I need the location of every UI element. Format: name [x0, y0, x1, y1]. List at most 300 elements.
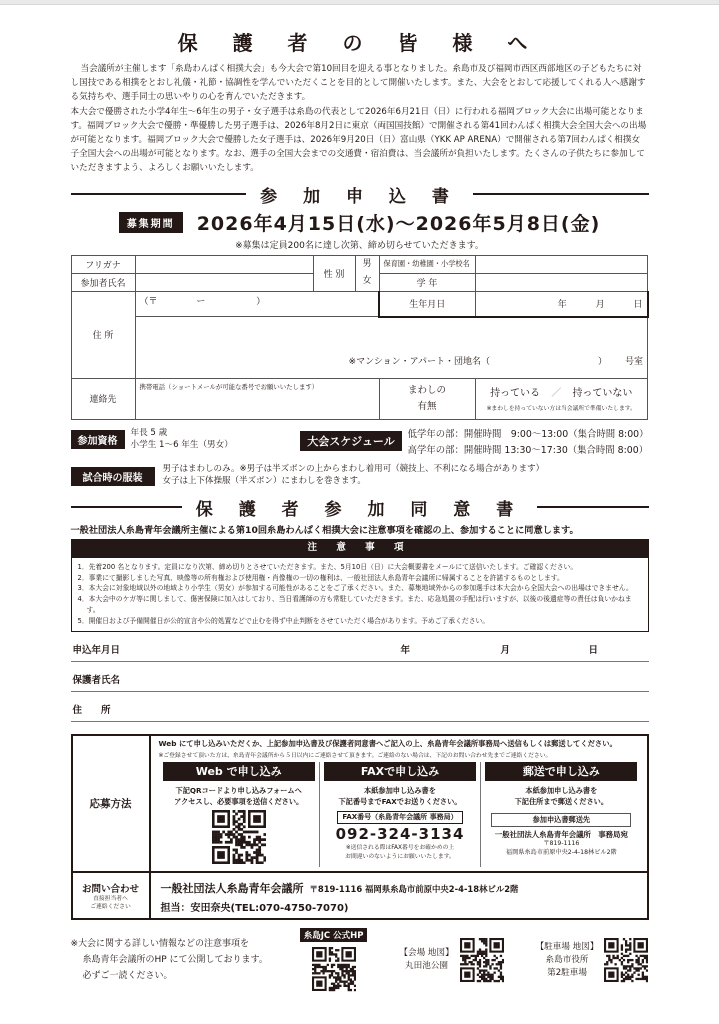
- qr-module: [634, 972, 636, 974]
- schedule-text: [408, 427, 649, 459]
- qr-module: [476, 980, 478, 982]
- qr-module: [263, 843, 266, 846]
- schedule-label: 大会スケジュール: [300, 431, 401, 451]
- qr-module: [487, 972, 489, 974]
- qr-module: [487, 974, 489, 976]
- qr-module: [625, 976, 627, 978]
- qr-module: [237, 841, 240, 844]
- qr-module: [621, 961, 623, 963]
- qr-module: [354, 978, 356, 980]
- qr-module: [611, 959, 613, 961]
- qr-module: [222, 831, 225, 834]
- qr-module: [212, 836, 215, 839]
- qr-module: [642, 955, 644, 957]
- qr-module: [476, 961, 478, 963]
- qr-module: [638, 967, 640, 969]
- mawashi-not-have-option[interactable]: 持っていない: [572, 387, 633, 399]
- qr-module: [235, 813, 238, 816]
- qr-module: [253, 856, 256, 859]
- qr-module: [349, 978, 351, 980]
- qr-module: [468, 957, 470, 959]
- qr-module: [464, 963, 466, 965]
- qr-module: [502, 980, 504, 982]
- grade-field[interactable]: [475, 273, 648, 291]
- qr-module: [351, 968, 353, 970]
- qr-module: [328, 976, 330, 978]
- qr-module: [237, 843, 240, 846]
- qr-module: [232, 815, 235, 818]
- qr-module: [642, 972, 644, 974]
- qr-module: [607, 963, 609, 965]
- fax-number-label: FAX番号（糸島青年会議所 事務局）: [337, 811, 462, 824]
- fax-method-line-1: 本紙参加申し込み書を: [364, 786, 436, 796]
- qr-module: [253, 831, 256, 834]
- schedule-upper-grades: 高学年の部：開催時間 13:30～17:30（集合時間 8:00）: [407, 444, 649, 456]
- qr-module: [339, 976, 341, 978]
- qr-module: [240, 843, 243, 846]
- mawashi-label-line-1: まわしの: [407, 384, 446, 396]
- parking-name-line-1: 糸島市役所: [545, 954, 589, 965]
- qr-module: [636, 959, 638, 961]
- address-field[interactable]: [135, 291, 379, 317]
- gender-options[interactable]: [355, 255, 379, 291]
- qr-module: [483, 938, 485, 940]
- qr-module: [347, 985, 349, 987]
- parking-map-qr-code[interactable]: [604, 936, 648, 984]
- qr-module: [232, 833, 235, 836]
- qr-module: [347, 976, 349, 978]
- qr-module: [237, 823, 240, 826]
- qr-module: [483, 957, 485, 959]
- qr-module: [613, 955, 615, 957]
- qr-module: [623, 980, 625, 982]
- qr-module: [237, 856, 240, 859]
- qr-module: [250, 831, 253, 834]
- qr-module: [337, 949, 339, 951]
- notice-item: 5．開催日および予備開催日が公的宣言や公的処置などで止むを得ず中止判断をさせていただく場合があります。予めご了承ください。: [77, 617, 490, 626]
- qr-module: [630, 969, 632, 971]
- guardian-name-label: 保護者氏名: [72, 675, 121, 687]
- qr-module: [217, 841, 220, 844]
- birthdate-field[interactable]: [475, 291, 648, 317]
- qr-module: [237, 828, 240, 831]
- qr-module: [495, 967, 497, 969]
- qr-module: [258, 841, 261, 844]
- qr-module: [324, 970, 326, 972]
- qr-module: [232, 818, 235, 821]
- qr-module: [330, 983, 332, 985]
- qr-module: [337, 972, 339, 974]
- qr-module: [479, 951, 481, 953]
- qr-module: [628, 949, 630, 951]
- qr-module: [470, 961, 472, 963]
- qr-module: [479, 938, 481, 940]
- qr-module: [499, 976, 501, 978]
- qr-module: [318, 966, 320, 968]
- qr-module: [240, 859, 243, 862]
- qr-module: [607, 955, 609, 957]
- qr-module: [330, 947, 332, 949]
- qr-module: [646, 957, 648, 959]
- qr-module: [472, 963, 474, 965]
- gender-male-option[interactable]: 男: [362, 259, 372, 270]
- qr-module: [337, 985, 339, 987]
- qr-module: [464, 959, 466, 961]
- postal-open: （〒: [139, 296, 158, 307]
- notice-item: 2．事業にて撮影しました写真、映像等の所有権および使用権・肖像権の一切の権利は、一般社団法人糸島青年会議所に帰属することを許諾するものとします。: [77, 573, 564, 582]
- qr-module: [636, 961, 638, 963]
- qr-module: [476, 967, 478, 969]
- qr-module: [632, 959, 634, 961]
- qr-module: [628, 959, 630, 961]
- furigana-field[interactable]: [135, 255, 313, 273]
- qr-module: [483, 965, 485, 967]
- qr-module: [495, 980, 497, 982]
- qr-module: [345, 972, 347, 974]
- divider: [71, 193, 247, 195]
- qr-module: [485, 980, 487, 982]
- qr-module: [497, 969, 499, 971]
- qr-module: [623, 967, 625, 969]
- qr-module: [232, 823, 235, 826]
- qr-module: [333, 983, 335, 985]
- qr-module: [483, 961, 485, 963]
- qr-module: [318, 964, 320, 966]
- qr-module: [235, 843, 238, 846]
- qr-module: [474, 955, 476, 957]
- mail-destination-label: 参加申込書郵送先: [491, 813, 631, 827]
- qr-module: [255, 851, 258, 854]
- qr-module: [343, 974, 345, 976]
- qr-module: [328, 958, 330, 960]
- qr-module: [337, 974, 339, 976]
- guardian-name-row[interactable]: [71, 662, 649, 692]
- qr-module: [237, 810, 240, 813]
- qr-module: [341, 972, 343, 974]
- notice-item: 3．本大会に対象地域以外の地域より小学生（男女）が参加する可能性があることをご了承ください。また、募集地域外からの参加選手は本大会から全国大会への出場はできません。: [77, 584, 633, 593]
- qr-module: [232, 810, 235, 813]
- qr-module: [485, 951, 487, 953]
- qr-module: [335, 972, 337, 974]
- qr-module: [312, 964, 314, 966]
- qr-module: [326, 964, 328, 966]
- qr-module: [316, 964, 318, 966]
- attire-line-1: 男子はまわしのみ。※男子は半ズボンの上からまわし着用可（競技上、不利になる場合があります）: [162, 463, 545, 474]
- qr-module: [623, 959, 625, 961]
- qr-module: [609, 959, 611, 961]
- qr-module: [240, 815, 243, 818]
- qr-module: [354, 972, 356, 974]
- qr-module: [217, 831, 220, 834]
- birth-year-unit: 年: [557, 300, 567, 311]
- qr-module: [263, 833, 266, 836]
- qr-module: [623, 965, 625, 967]
- notice-list: [71, 557, 649, 632]
- qr-module: [328, 949, 330, 951]
- official-hp: [300, 928, 368, 993]
- qr-module: [625, 951, 627, 953]
- qr-module: [497, 976, 499, 978]
- qr-module: [491, 978, 493, 980]
- qr-module: [485, 959, 487, 961]
- qr-module: [636, 955, 638, 957]
- qr-module: [243, 815, 246, 818]
- inquiry-contact-person[interactable]: 担当：安田奈央(TEL:070-4750-7070): [160, 903, 349, 915]
- qr-module: [237, 838, 240, 841]
- official-hp-qr-code[interactable]: [312, 945, 356, 993]
- qr-module: [255, 856, 258, 859]
- qr-module: [227, 831, 230, 834]
- recruitment-period: [71, 209, 649, 236]
- qr-module: [642, 978, 644, 980]
- qr-module: [351, 970, 353, 972]
- qr-module: [328, 947, 330, 949]
- qr-module: [248, 836, 251, 839]
- address-label: 住 所: [71, 291, 135, 378]
- participant-name-label: 参加者氏名: [71, 273, 135, 291]
- qr-module: [217, 836, 220, 839]
- application-date-row[interactable]: [71, 632, 649, 662]
- qr-module: [250, 843, 253, 846]
- qr-module: [630, 965, 632, 967]
- mawashi-have-option[interactable]: 持っている: [490, 387, 541, 399]
- qr-module: [316, 966, 318, 968]
- gender-female-option[interactable]: 女: [362, 276, 372, 287]
- qr-module: [258, 846, 261, 849]
- qr-module: [335, 976, 337, 978]
- qr-code-graphic: [212, 810, 266, 864]
- qr-finder-pattern: [638, 942, 644, 948]
- qr-module: [237, 825, 240, 828]
- qr-module: [636, 978, 638, 980]
- contact-field[interactable]: [135, 378, 379, 419]
- mawashi-options[interactable]: [475, 378, 648, 419]
- consent-title: [71, 495, 649, 520]
- qr-finder-pattern: [345, 951, 351, 957]
- qr-finder-pattern: [217, 851, 225, 859]
- qr-module: [489, 965, 491, 967]
- mail-method-title: 郵送で申し込み: [485, 762, 637, 781]
- qr-module: [261, 838, 264, 841]
- venue-name: 丸田池公園: [405, 961, 449, 972]
- qr-module: [341, 981, 343, 983]
- qr-module: [337, 966, 339, 968]
- qr-module: [485, 969, 487, 971]
- official-hp-label: 糸島JC 公式HP: [300, 928, 368, 942]
- consent-statement: 一般社団法人糸島青年会議所主催による第10回糸島わんぱく相撲大会に注意事項を確認の上、参加することに同意します。: [70, 524, 579, 536]
- qr-module: [341, 974, 343, 976]
- qr-module: [339, 968, 341, 970]
- qr-module: [625, 944, 627, 946]
- qr-module: [617, 957, 619, 959]
- qr-module: [230, 831, 233, 834]
- application-title: [71, 182, 649, 207]
- qr-module: [499, 955, 501, 957]
- qr-module: [330, 966, 332, 968]
- web-form-qr-code[interactable]: [212, 810, 266, 864]
- mawashi-label-line-2: 有無: [417, 400, 437, 412]
- school-field[interactable]: [475, 255, 648, 273]
- qr-module: [485, 942, 487, 944]
- qr-module: [638, 961, 640, 963]
- qr-module: [487, 961, 489, 963]
- qr-module: [499, 972, 501, 974]
- qr-module: [345, 964, 347, 966]
- qr-module: [343, 976, 345, 978]
- qr-module: [495, 957, 497, 959]
- qr-module: [640, 967, 642, 969]
- qr-module: [343, 985, 345, 987]
- attire-text: [163, 463, 545, 487]
- qr-module: [345, 968, 347, 970]
- qr-module: [255, 838, 258, 841]
- venue-map-qr-code[interactable]: [460, 936, 504, 984]
- footer-note: [71, 936, 268, 984]
- qr-module: [235, 859, 238, 862]
- qr-module: [464, 957, 466, 959]
- qr-finder-pattern: [316, 951, 322, 957]
- qr-module: [240, 823, 243, 826]
- qr-module: [330, 951, 332, 953]
- qr-module: [628, 965, 630, 967]
- apartment-row: [140, 354, 644, 367]
- qr-module: [347, 983, 349, 985]
- qr-module: [253, 841, 256, 844]
- qr-module: [347, 989, 349, 991]
- school-label: 保育園・幼稚園・小学校名: [379, 255, 475, 273]
- qr-module: [644, 976, 646, 978]
- qr-module: [258, 854, 261, 857]
- fax-method-title: FAXで申し込み: [324, 762, 476, 781]
- qr-module: [485, 940, 487, 942]
- qr-module: [320, 966, 322, 968]
- qr-finder-pattern: [609, 972, 615, 978]
- qr-module: [481, 978, 483, 980]
- participant-name-field[interactable]: [135, 273, 313, 291]
- qr-module: [240, 810, 243, 813]
- qr-module: [314, 968, 316, 970]
- qr-module: [235, 831, 238, 834]
- venue-map-group: [399, 936, 503, 984]
- qr-module: [499, 963, 501, 965]
- postal-close: ）: [256, 296, 266, 307]
- qr-module: [466, 957, 468, 959]
- qr-module: [333, 985, 335, 987]
- web-method-line-2: アクセスし、必要事項を送信ください。: [174, 797, 304, 807]
- qr-module: [248, 831, 251, 834]
- qr-module: [621, 949, 623, 951]
- footer-note-line-3: 必ずご一読ください。: [82, 971, 173, 982]
- qr-module: [232, 861, 235, 864]
- qr-module: [339, 978, 341, 980]
- application-date-label: 申込年月日: [72, 645, 121, 657]
- qr-module: [491, 976, 493, 978]
- qr-module: [330, 953, 332, 955]
- postal-dash: ー: [196, 296, 206, 307]
- qr-module: [623, 955, 625, 957]
- qr-module: [258, 851, 261, 854]
- qr-module: [474, 959, 476, 961]
- qr-module: [261, 843, 264, 846]
- qr-module: [628, 978, 630, 980]
- qr-module: [225, 841, 228, 844]
- qr-module: [481, 951, 483, 953]
- qr-module: [243, 831, 246, 834]
- qr-module: [341, 966, 343, 968]
- qr-module: [237, 818, 240, 821]
- qr-module: [349, 970, 351, 972]
- qr-module: [214, 833, 217, 836]
- document-page: [71, 5, 649, 1003]
- notice-item: 4．本大会中のケガ等に関しまして、傷害保険に加入はしており、当日看護師の方も常駐していただきます。また、応急処置の手配は行いますが、以後の後遺症等の責任は負いかねます。: [77, 595, 632, 615]
- qr-module: [245, 856, 248, 859]
- qr-module: [219, 833, 222, 836]
- qr-module: [460, 955, 462, 957]
- qr-module: [481, 955, 483, 957]
- qr-module: [212, 833, 215, 836]
- qr-module: [483, 969, 485, 971]
- qr-module: [255, 836, 258, 839]
- qr-module: [235, 851, 238, 854]
- qr-module: [499, 974, 501, 976]
- qr-finder-pattern: [493, 942, 499, 948]
- qr-module: [235, 861, 238, 864]
- qr-module: [632, 963, 634, 965]
- inquiry-address: 〒819-1116 福岡県糸島市前原中央2-4-18林ビル2階: [309, 884, 519, 895]
- qr-module: [632, 974, 634, 976]
- qr-module: [337, 983, 339, 985]
- qr-module: [493, 955, 495, 957]
- qr-module: [499, 978, 501, 980]
- qr-module: [497, 980, 499, 982]
- address-field-extension[interactable]: [135, 317, 648, 378]
- qr-module: [237, 861, 240, 864]
- qr-module: [487, 959, 489, 961]
- qr-module: [328, 987, 330, 989]
- apartment-close: ）: [597, 356, 607, 367]
- qr-module: [349, 983, 351, 985]
- qr-module: [212, 841, 215, 844]
- mail-method-line-1: 本紙参加申し込み書を: [525, 786, 598, 796]
- qr-module: [339, 964, 341, 966]
- application-title-text: 参 加 申 込 書: [260, 186, 459, 207]
- qr-module: [245, 843, 248, 846]
- qr-module: [349, 989, 351, 991]
- qr-module: [617, 955, 619, 957]
- qr-module: [335, 978, 337, 980]
- qr-module: [623, 974, 625, 976]
- qr-module: [232, 828, 235, 831]
- qr-module: [483, 951, 485, 953]
- mawashi-label: [379, 378, 475, 419]
- apply-note: ※ご登録させて頂いた方は、糸島青年会議所から５日以内にご連絡させて頂きます。ご連絡のない場合は、下記のお問い合わせ先までご連絡ください。: [158, 753, 552, 760]
- qr-module: [258, 849, 261, 852]
- qr-module: [470, 963, 472, 965]
- qr-module: [489, 980, 491, 982]
- qr-module: [630, 944, 632, 946]
- qr-module: [483, 974, 485, 976]
- qr-module: [255, 861, 258, 864]
- qr-module: [621, 980, 623, 982]
- qr-module: [255, 859, 258, 862]
- fax-method: [319, 762, 480, 867]
- qr-module: [240, 841, 243, 844]
- guardian-address-row[interactable]: [71, 692, 649, 722]
- qr-module: [347, 972, 349, 974]
- qr-module: [237, 854, 240, 857]
- attire-line-2: 女子は上下体操服（半ズボン）にまわしを巻きます。: [162, 475, 366, 486]
- qr-module: [485, 955, 487, 957]
